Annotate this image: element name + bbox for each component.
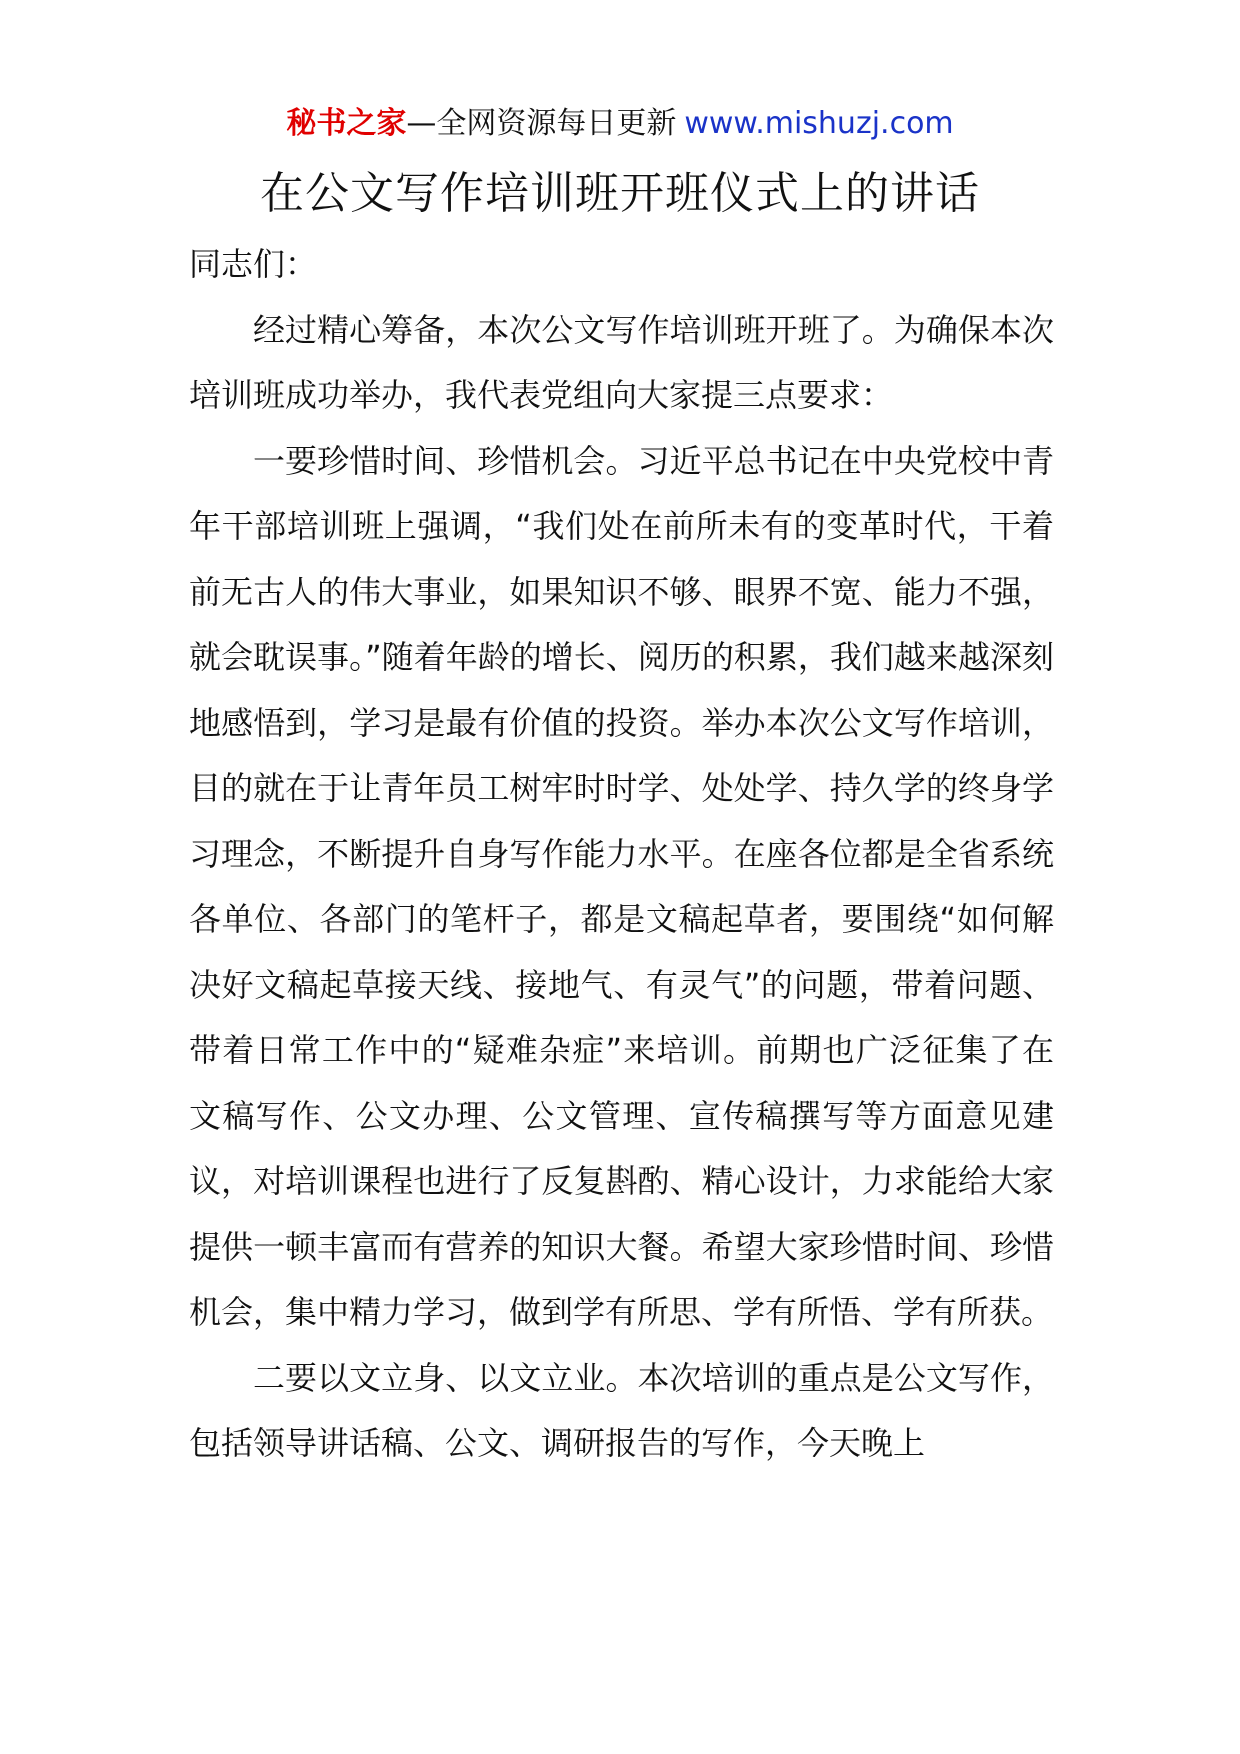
site-brand: 秘书之家 [286,106,407,141]
salutation: 同志们： [189,245,318,283]
paragraph-2: 一要珍惜时间、珍惜机会。习近平总书记在中央党校中青年干部培训班上强调，“我们处在前所未有的变革时代，干着前无古人的伟大事业，如果知识不够、眼界不宽、能力不强，就会耽误事。”随着年龄的增长、阅历的积累，我们越来越深刻地感悟到，学习是最有价值的投资。举办本次公文写作培训，目的就在于让青年员工树牢时时学、处处学、持久学的终身学习理念，不断提升自身写作能力水平。在座各位都是全省系统各单位、各部门的笔杆子，都是文稿起草者，要围绕“如何解决好文稿起草接天线、接地气、有灵气”的问题，带着问题、带着日常工作中的“疑难杂症”来培训。前期也广泛征集了在文稿写作、公文办理、公文管理、宣传稿撰写等方面意见建议，对培训课程也进行了反复斟酌、精心设计，力求能给大家提供一顿丰富而有营养的知识大餐。希望大家珍惜时间、珍惜机会，集中精力学习，做到学有所思、学有所悟、学有所获。 [189,441,1054,1331]
site-url-link[interactable]: www.mishuzj.com [684,106,954,141]
paragraph-1: 经过精心筹备，本次公文写作培训班开班了。为确保本次培训班成功举办，我代表党组向大家提三点要求： [189,310,1054,414]
paragraph-3: 二要以文立身、以文立业。本次培训的重点是公文写作，包括领导讲话稿、公文、调研报告的写作，今天晚上 [189,1358,1054,1462]
document-title: 在公文写作培训班开班仪式上的讲话 [260,168,980,219]
site-slogan: —全网资源每日更新 [406,106,677,141]
document-body [189,232,1054,1477]
site-header [0,104,1240,144]
